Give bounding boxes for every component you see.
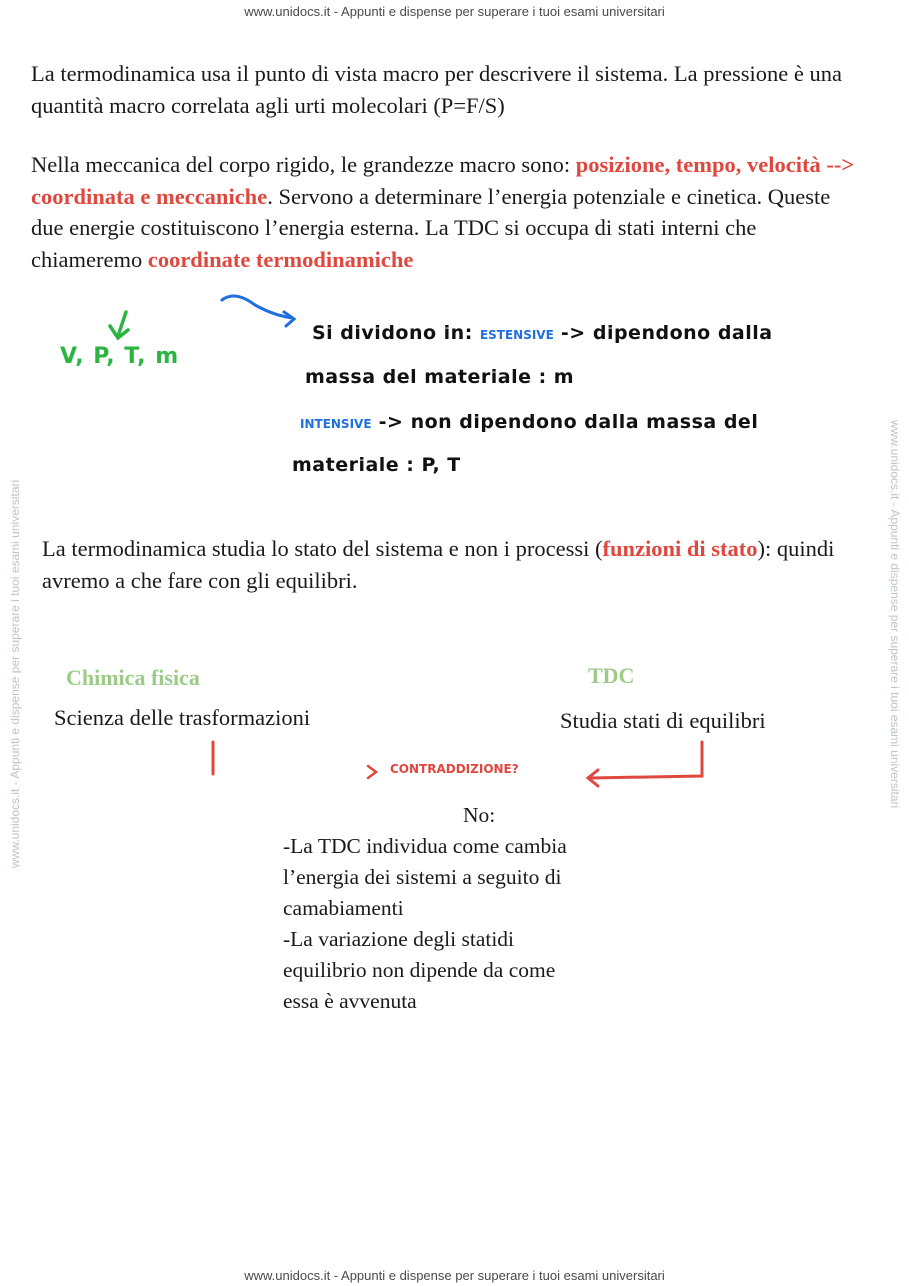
notes-line-1: -La TDC individua come cambia — [283, 834, 567, 858]
notes-line-2: l’energia dei sistemi a seguito di — [283, 865, 562, 889]
p3-text-1: La termodinamica studia lo stato del sistema e non i processi ( — [42, 536, 603, 561]
notes-line-5: equilibrio non dipende da come — [283, 958, 556, 982]
hand-text: -> dipendono dalla — [560, 322, 773, 344]
p2-highlight-1: posizione, tempo, velocità --> coordinata e meccaniche — [31, 152, 855, 209]
paragraph-pressure: La termodinamica usa il punto di vista macro per descrivere il sistema. La pressione è una quantità macro correlata agli urti molecolari (P=F/S) — [31, 61, 842, 118]
notes-line-3: camabiamenti — [283, 896, 404, 920]
p3-highlight: funzioni di stato — [602, 536, 758, 561]
red-arrow — [590, 742, 702, 778]
hand-text: Si dividono in: — [312, 322, 473, 344]
blue-arrow — [222, 296, 293, 318]
notes-line-6: essa è avvenuta — [283, 989, 417, 1013]
hand-blue-estensive: ESTENSIVE — [479, 328, 554, 342]
p2-text-1: Nella meccanica del corpo rigido, le grandezze macro sono: — [31, 152, 576, 177]
handwritten-line-2: massa del materiale : m — [305, 366, 575, 388]
hand-blue-intensive: INTENSIVE — [300, 417, 372, 431]
hand-text: -> non dipendono dalla massa del — [378, 411, 759, 433]
text-studia-stati: Studia stati di equilibri — [560, 708, 766, 733]
text-scienza-trasformazioni: Scienza delle trasformazioni — [54, 705, 311, 730]
handwritten-variables: V, P, T, m — [60, 344, 180, 369]
watermark-top: www.unidocs.it - Appunti e dispense per superare i tuoi esami universitari — [244, 4, 665, 19]
watermark-right: www.unidocs.it - Appunti e dispense per superare i tuoi esami universitari — [888, 420, 902, 809]
heading-tdc: TDC — [588, 663, 635, 688]
handwritten-line-4: materiale : P, T — [292, 454, 461, 476]
notes-head: No: — [463, 803, 496, 827]
heading-chimica-fisica: Chimica fisica — [66, 665, 200, 690]
p2-highlight-2: coordinate termodinamiche — [147, 246, 414, 272]
red-chevron — [368, 766, 376, 778]
watermark-bottom: www.unidocs.it - Appunti e dispense per superare i tuoi esami universitari — [244, 1268, 665, 1283]
handwritten-contradiction: CONTRADDIZIONE? — [390, 762, 519, 776]
p3-text-2: ): quindi avremo a che fare con gli equilibri. — [42, 536, 835, 593]
notes-line-4: -La variazione degli statidi — [283, 927, 515, 951]
watermark-left: www.unidocs.it - Appunti e dispense per superare i tuoi esami universitari — [8, 479, 22, 868]
blue-arrow-head — [284, 312, 294, 326]
p2-text-2: . Servono a determinare l’energia potenziale e cinetica. Queste due energie costituiscono l’energia esterna. La TDC si occupa di stati interni che chiameremo — [31, 183, 831, 272]
